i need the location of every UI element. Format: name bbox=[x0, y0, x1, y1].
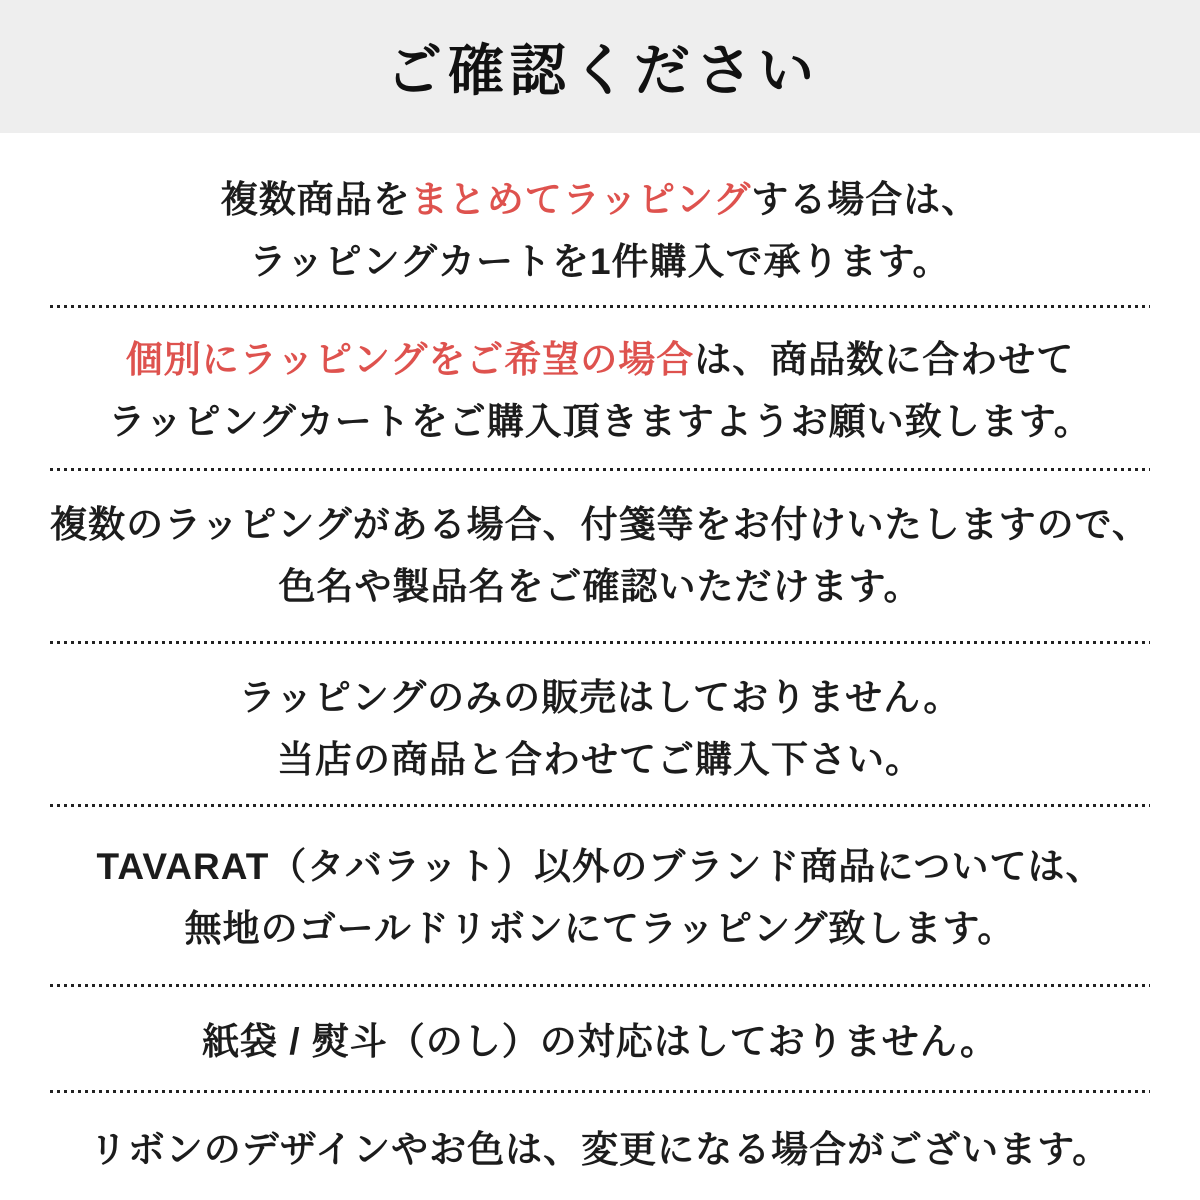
para-ribbon-design-change bbox=[0, 1119, 1200, 1181]
notice-line bbox=[0, 391, 1200, 453]
text-segment: 複数商品を bbox=[220, 179, 411, 220]
notice-line bbox=[0, 898, 1200, 960]
page-header bbox=[0, 0, 1200, 133]
notice-line bbox=[0, 729, 1200, 791]
para-other-brands bbox=[0, 836, 1200, 960]
dotted-divider-6 bbox=[50, 1090, 1150, 1093]
dotted-divider-4 bbox=[50, 804, 1150, 807]
text-segment: ラッピングカートを1件購入で承ります。 bbox=[249, 241, 951, 282]
text-segment: 複数のラッピングがある場合、付箋等をお付けいたしますので、 bbox=[50, 504, 1150, 545]
highlight-segment: 個別にラッピングをご希望の場合 bbox=[125, 339, 695, 380]
notice-line bbox=[0, 667, 1200, 729]
notice-line bbox=[0, 556, 1200, 618]
para-bulk-wrapping bbox=[0, 169, 1200, 293]
text-segment: 色名や製品名をご確認いただけます。 bbox=[278, 566, 922, 607]
para-no-paper-bag-noshi bbox=[0, 1011, 1200, 1073]
text-segment: TAVARAT（タバラット）以外のブランド商品については、 bbox=[96, 846, 1104, 887]
notice-line bbox=[0, 329, 1200, 391]
text-segment: する場合は、 bbox=[751, 179, 980, 220]
text-segment: ラッピングのみの販売はしておりません。 bbox=[238, 677, 962, 718]
dotted-divider-5 bbox=[50, 984, 1150, 987]
text-segment: 当店の商品と合わせてご購入下さい。 bbox=[277, 739, 923, 780]
notice-line bbox=[0, 1011, 1200, 1073]
para-no-wrapping-only-sale bbox=[0, 667, 1200, 791]
page-title: ご確認ください bbox=[386, 38, 820, 102]
notice-line bbox=[0, 231, 1200, 293]
dotted-divider-3 bbox=[50, 641, 1150, 644]
notice-line bbox=[0, 836, 1200, 898]
notice-line bbox=[0, 1119, 1200, 1181]
para-sticky-note bbox=[0, 494, 1200, 618]
notice-line bbox=[0, 169, 1200, 231]
dotted-divider-1 bbox=[50, 305, 1150, 308]
text-segment: は、商品数に合わせて bbox=[694, 339, 1075, 380]
highlight-segment: まとめてラッピング bbox=[410, 179, 752, 220]
notice-line bbox=[0, 494, 1200, 556]
text-segment: ラッピングカートをご購入頂きますようお願い致します。 bbox=[108, 401, 1092, 442]
text-segment: 紙袋 / 熨斗（のし）の対応はしておりません。 bbox=[201, 1021, 999, 1062]
text-segment: 無地のゴールドリボンにてラッピング致します。 bbox=[184, 908, 1016, 949]
dotted-divider-2 bbox=[50, 468, 1150, 471]
para-individual-wrapping bbox=[0, 329, 1200, 453]
text-segment: リボンのデザインやお色は、変更になる場合がございます。 bbox=[89, 1129, 1111, 1170]
